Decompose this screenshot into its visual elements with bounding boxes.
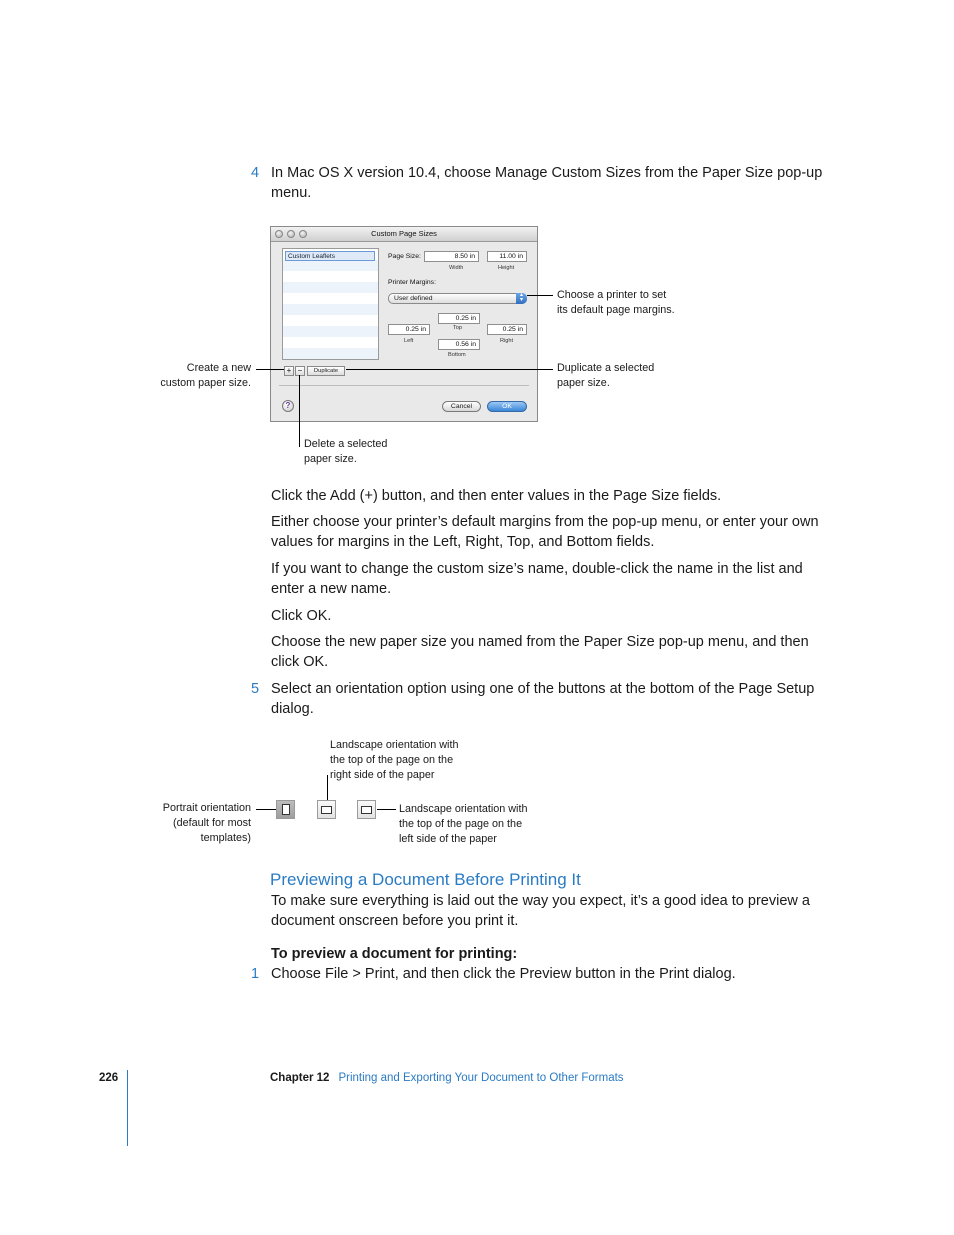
callout-portrait-line-1: Portrait orientation	[162, 802, 251, 814]
landscape-left-orientation-button[interactable]	[357, 800, 376, 819]
custom-page-sizes-dialog	[270, 226, 538, 422]
callout-landscape-right-line-3: right side of the paper	[330, 769, 435, 781]
step-number-5: 5	[251, 681, 260, 697]
paragraph-rename-line-1: If you want to change the custom size’s name, double-click the name in the list and	[271, 561, 803, 577]
footer-rule	[127, 1070, 128, 1146]
height-field[interactable]: 11.00 in	[487, 251, 527, 262]
callout-portrait	[163, 801, 251, 846]
right-label: Right	[500, 338, 514, 344]
callout-duplicate	[557, 361, 654, 391]
callout-line-landscape-right	[327, 775, 328, 801]
paragraph-rename	[271, 559, 831, 599]
step-4-text	[271, 163, 831, 203]
section-intro-line-2: document onscreen before you print it.	[271, 913, 519, 929]
step-5-text	[271, 679, 841, 719]
step-4-line-2: menu.	[271, 185, 312, 201]
list-item[interactable]: Custom Leaflets	[285, 251, 375, 261]
bottom-margin-field[interactable]: 0.56 in	[438, 339, 480, 350]
callout-portrait-line-3: templates)	[200, 832, 251, 844]
step-4-line-1: In Mac OS X version 10.4, choose Manage Custom Sizes from the Paper Size pop-up	[271, 165, 823, 181]
callout-line-duplicate	[346, 369, 553, 370]
callout-landscape-right	[330, 738, 458, 783]
paragraph-add: Click the Add (+) button, and then enter values in the Page Size fields.	[271, 488, 722, 504]
step-number-4: 4	[251, 165, 260, 181]
task-title: To preview a document for printing:	[271, 946, 518, 962]
callout-landscape-right-line-2: the top of the page on the	[330, 754, 454, 766]
width-label: Width	[449, 265, 464, 271]
left-label: Left	[404, 338, 414, 344]
paragraph-choose-size-line-2: click OK.	[271, 654, 329, 670]
callout-choose-printer	[557, 288, 675, 318]
page-size-label: Page Size:	[388, 253, 421, 260]
portrait-page-icon	[282, 804, 290, 815]
callout-landscape-left	[399, 802, 527, 847]
popup-value: User defined	[394, 295, 433, 302]
help-button[interactable]: ?	[282, 400, 294, 412]
paragraph-click-ok: Click OK.	[271, 608, 332, 624]
callout-delete	[304, 437, 387, 467]
right-margin-field[interactable]: 0.25 in	[487, 324, 527, 335]
printer-margins-popup[interactable]	[388, 293, 527, 304]
callout-line-choose-printer	[527, 295, 553, 296]
callout-duplicate-line-1: Duplicate a selected	[557, 362, 655, 374]
paragraph-rename-line-2: enter a new name.	[271, 581, 392, 597]
paragraph-choose-size	[271, 632, 831, 672]
width-field[interactable]: 8.50 in	[424, 251, 479, 262]
footer-chapter	[270, 1072, 624, 1084]
callout-choose-printer-line-1: Choose a printer to set	[557, 289, 667, 301]
callout-landscape-left-line-1: Landscape orientation with	[399, 803, 528, 815]
portrait-orientation-button[interactable]	[276, 800, 295, 819]
paragraph-margins-line-1: Either choose your printer’s default margins from the pop-up menu, or enter your own	[271, 514, 819, 530]
page-number: 226	[99, 1072, 119, 1084]
cancel-button[interactable]: Cancel	[442, 401, 481, 412]
callout-delete-line-1: Delete a selected	[304, 438, 388, 450]
callout-delete-line-2: paper size.	[304, 453, 357, 465]
add-button[interactable]: +	[284, 366, 294, 376]
left-margin-field[interactable]: 0.25 in	[388, 324, 430, 335]
section-intro-line-1: To make sure everything is laid out the way you expect, it’s a good idea to preview a	[271, 893, 810, 909]
section-heading: Previewing a Document Before Printing It	[270, 870, 581, 889]
landscape-left-page-icon	[361, 806, 372, 814]
close-window-icon[interactable]	[275, 230, 283, 238]
callout-create	[160, 361, 251, 391]
top-label: Top	[453, 325, 463, 331]
paragraph-choose-size-line-1: Choose the new paper size you named from the Paper Size pop-up menu, and then	[271, 634, 809, 650]
step-1-text: Choose File > Print, and then click the Preview button in the Print dialog.	[271, 966, 736, 982]
callout-choose-printer-line-2: its default page margins.	[557, 304, 675, 316]
dialog-title: Custom Page Sizes	[271, 227, 537, 242]
top-margin-field[interactable]: 0.25 in	[438, 313, 480, 324]
callout-line-create	[256, 369, 284, 370]
callout-landscape-left-line-3: left side of the paper	[399, 833, 497, 845]
step-5-line-1: Select an orientation option using one of the buttons at the bottom of the Page Setup	[271, 681, 815, 697]
paper-size-list[interactable]	[282, 248, 379, 360]
zoom-window-icon[interactable]	[299, 230, 307, 238]
callout-create-line-1: Create a new	[186, 362, 251, 374]
paragraph-margins-line-2: values for margins in the Left, Right, Top, and Bottom fields.	[271, 534, 655, 550]
chapter-label: Chapter 12	[270, 1072, 330, 1084]
step-5-line-2: dialog.	[271, 701, 314, 717]
callout-portrait-line-2: (default for most	[172, 817, 251, 829]
landscape-right-orientation-button[interactable]	[317, 800, 336, 819]
remove-button[interactable]: −	[295, 366, 305, 376]
paragraph-margins	[271, 512, 841, 552]
callout-create-line-2: custom paper size.	[160, 377, 251, 389]
height-label: Height	[498, 265, 515, 271]
landscape-right-page-icon	[321, 806, 332, 814]
bottom-label: Bottom	[448, 352, 466, 358]
callout-line-landscape-left	[377, 809, 396, 810]
popup-arrows-icon: ▴ ▾	[516, 293, 527, 304]
callout-landscape-left-line-2: the top of the page on the	[399, 818, 523, 830]
step-number-1: 1	[251, 966, 260, 982]
callout-duplicate-line-2: paper size.	[557, 377, 610, 389]
printer-margins-label: Printer Margins:	[388, 279, 436, 286]
dialog-separator	[279, 385, 529, 386]
callout-line-portrait	[256, 809, 276, 810]
section-intro	[271, 891, 841, 931]
minimize-window-icon[interactable]	[287, 230, 295, 238]
callout-line-delete	[299, 375, 300, 447]
ok-button[interactable]: OK	[487, 401, 527, 412]
duplicate-button[interactable]: Duplicate	[307, 366, 345, 376]
chapter-title: Printing and Exporting Your Document to Other Formats	[338, 1072, 624, 1084]
callout-landscape-right-line-1: Landscape orientation with	[330, 739, 459, 751]
